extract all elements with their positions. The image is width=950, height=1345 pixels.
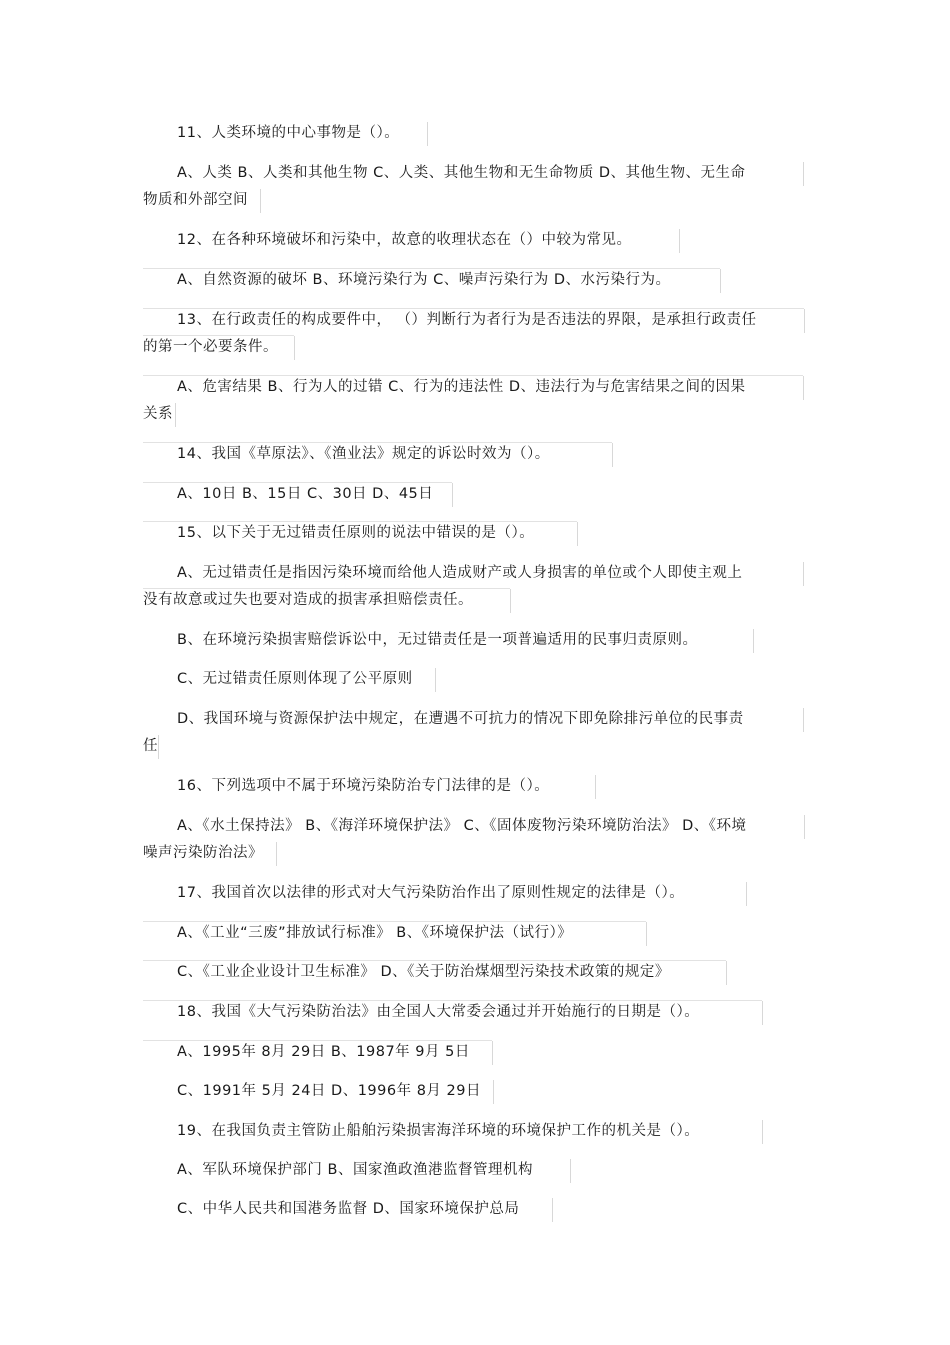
text-line: 噪声污染防治法》 <box>143 845 263 861</box>
text-line: A、《水土保持法》 B、《海洋环境保护法》 C、《固体废物污染环境防治法》 D、《环境 <box>177 818 747 834</box>
line-top-rule <box>143 960 726 961</box>
line-edge-rule <box>679 229 680 253</box>
line-edge-rule <box>577 522 578 546</box>
line-top-rule <box>143 442 612 443</box>
text-line: C、中华人民共和国港务监督 D、国家环境保护总局 <box>177 1201 520 1217</box>
text-line: 12、在各种环境破坏和污染中，故意的收理状态在（）中较为常见。 <box>177 232 632 248</box>
text-line: 16、下列选项中不属于环境污染防治专门法律的是（）。 <box>177 778 550 794</box>
text-line: 任 <box>143 738 158 754</box>
line-edge-rule <box>452 483 453 507</box>
text-line: 关系 <box>143 406 173 422</box>
line-edge-rule <box>276 842 277 866</box>
text-line: 18、我国《大气污染防治法》由全国人大常委会通过并开始施行的日期是（）。 <box>177 1004 700 1020</box>
line-edge-rule <box>552 1198 553 1222</box>
line-edge-rule <box>762 1001 763 1025</box>
line-top-rule <box>143 521 577 522</box>
line-edge-rule <box>595 775 596 799</box>
text-line: A、无过错责任是指因污染环境而给他人造成财产或人身损害的单位或个人即使主观上 <box>177 565 743 581</box>
line-edge-rule <box>510 589 511 613</box>
line-top-rule <box>143 335 294 336</box>
text-line: B、在环境污染损害赔偿诉讼中，无过错责任是一项普遍适用的民事归责原则。 <box>177 632 698 648</box>
line-edge-rule <box>803 376 804 400</box>
text-line: C、无过错责任原则体现了公平原则 <box>177 671 413 687</box>
text-line: 的第一个必要条件。 <box>143 339 278 355</box>
text-line: 11、人类环境的中心事物是（）。 <box>177 125 400 141</box>
line-edge-rule <box>803 562 804 586</box>
text-line: C、《工业企业设计卫生标准》 D、《关于防治煤烟型污染技术政策的规定》 <box>177 964 670 980</box>
line-top-rule <box>143 1000 762 1001</box>
text-line: 17、我国首次以法律的形式对大气污染防治作出了原则性规定的法律是（）。 <box>177 885 685 901</box>
line-edge-rule <box>427 122 428 146</box>
text-line: 15、以下关于无过错责任原则的说法中错误的是（）。 <box>177 525 535 541</box>
line-edge-rule <box>720 269 721 293</box>
text-line: A、1995年 8月 29日 B、1987年 9月 5日 <box>177 1044 470 1060</box>
line-edge-rule <box>762 1120 763 1144</box>
line-edge-rule <box>803 162 804 186</box>
line-edge-rule <box>493 1080 494 1104</box>
line-edge-rule <box>158 735 159 759</box>
line-edge-rule <box>435 668 436 692</box>
line-edge-rule <box>726 961 727 985</box>
line-edge-rule <box>646 922 647 946</box>
line-top-rule <box>143 921 646 922</box>
line-edge-rule <box>570 1159 571 1183</box>
line-edge-rule <box>612 443 613 467</box>
text-line: A、危害结果 B、行为人的过错 C、行为的违法性 D、违法行为与危害结果之间的因果 <box>177 379 746 395</box>
line-top-rule <box>143 1040 492 1041</box>
text-line: 没有故意或过失也要对造成的损害承担赔偿责任。 <box>143 592 473 608</box>
text-line: 13、在行政责任的构成要件中， （）判断行为者行为是否违法的界限，是承担行政责任 <box>177 312 757 328</box>
text-line: 物质和外部空间 <box>143 192 248 208</box>
text-line: C、1991年 5月 24日 D、1996年 8月 29日 <box>177 1083 481 1099</box>
text-line: A、自然资源的破坏 B、环境污染行为 C、噪声污染行为 D、水污染行为。 <box>177 272 671 288</box>
line-edge-rule <box>803 708 804 732</box>
line-top-rule <box>143 588 510 589</box>
line-edge-rule <box>175 403 176 427</box>
text-line: A、军队环境保护部门 B、国家渔政渔港监督管理机构 <box>177 1162 533 1178</box>
line-edge-rule <box>492 1041 493 1065</box>
line-edge-rule <box>804 309 805 333</box>
text-line: 14、我国《草原法》、《渔业法》规定的诉讼时效为（）。 <box>177 446 550 462</box>
text-line: 19、在我国负责主管防止船舶污染损害海洋环境的环境保护工作的机关是（）。 <box>177 1123 700 1139</box>
line-top-rule <box>143 308 804 309</box>
text-line: A、10日 B、15日 C、30日 D、45日 <box>177 486 434 502</box>
line-edge-rule <box>753 629 754 653</box>
line-top-rule <box>143 375 803 376</box>
line-edge-rule <box>804 815 805 839</box>
line-top-rule <box>143 482 452 483</box>
line-edge-rule <box>294 336 295 360</box>
line-edge-rule <box>260 189 261 213</box>
text-line: A、《工业“三废”排放试行标准》 B、《环境保护法（试行）》 <box>177 925 573 941</box>
line-top-rule <box>143 268 720 269</box>
text-line: A、人类 B、人类和其他生物 C、人类、其他生物和无生命物质 D、其他生物、无生命 <box>177 165 746 181</box>
line-edge-rule <box>746 882 747 906</box>
text-line: D、我国环境与资源保护法中规定，在遭遇不可抗力的情况下即免除排污单位的民事责 <box>177 711 744 727</box>
